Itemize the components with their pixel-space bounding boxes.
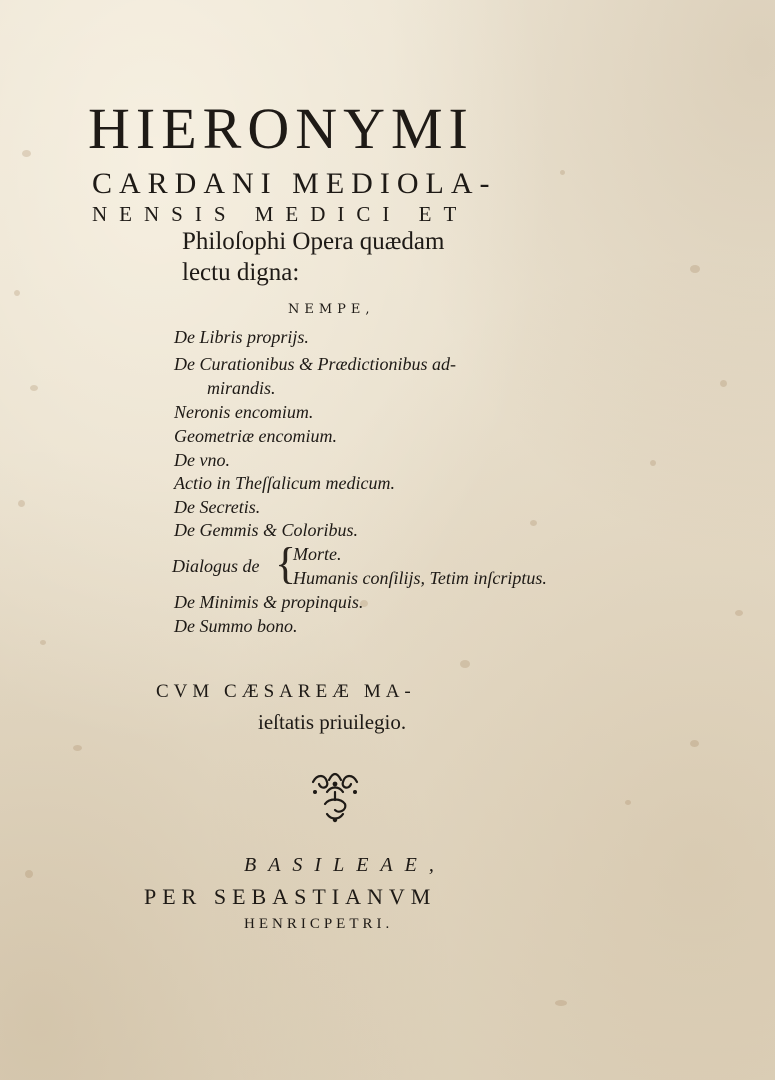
fleuron-ornament-icon [305, 770, 365, 826]
dialogus-subitem: Humanis conſilijs, Tetim inſcriptus. [293, 568, 547, 588]
title-author: HIERONYMI [88, 96, 474, 161]
foxing-spot [690, 740, 699, 747]
foxing-spot [14, 290, 20, 296]
foxing-spot [735, 610, 743, 616]
contents-item: De Summo bono. [174, 616, 298, 636]
foxing-spot [625, 800, 631, 805]
foxing-spot [18, 500, 25, 507]
title-line-5: lectu digna: [182, 259, 300, 286]
title-line-4: Philoſophi Opera quædam [182, 228, 445, 255]
dialogus-brace: { [275, 539, 297, 588]
dialogus-label: Dialogus de [172, 556, 260, 576]
foxing-spot [690, 265, 700, 273]
imprint-printer-name: HENRICPETRI. [244, 916, 394, 932]
contents-item: Actio in Theſſalicum medicum. [174, 473, 395, 493]
foxing-spot [560, 170, 565, 175]
contents-heading: NEMPE, [288, 302, 375, 317]
contents-item: De vno. [174, 450, 230, 470]
imprint-city: BASILEAE, [244, 854, 446, 876]
foxing-spot [73, 745, 82, 751]
title-line-3: NENSIS MEDICI ET [92, 202, 469, 226]
foxing-spot [25, 870, 33, 878]
contents-item: De Libris proprijs. [174, 327, 309, 347]
contents-item: Geometriæ encomium. [174, 426, 337, 446]
foxing-spot [30, 385, 38, 391]
title-line-2: CARDANI MEDIOLA- [92, 167, 497, 200]
foxing-spot [720, 380, 727, 387]
foxing-spot [650, 460, 656, 466]
foxing-spot [22, 150, 31, 157]
imprint-printer: PER SEBASTIANVM [144, 884, 437, 909]
dialogus-subitem: Morte. [293, 544, 342, 564]
privilege-line-2: ieſtatis priuilegio. [258, 710, 407, 734]
foxing-spot [460, 660, 470, 668]
privilege-line-1: CVM CÆSAREÆ MA- [156, 681, 416, 702]
foxing-spot [530, 520, 537, 526]
contents-item: De Secretis. [174, 497, 261, 517]
contents-item: Neronis encomium. [174, 402, 314, 422]
contents-item-continuation: mirandis. [207, 378, 276, 398]
foxing-spot [555, 1000, 567, 1006]
contents-item: De Curationibus & Prædictionibus ad- [174, 354, 457, 374]
contents-item: De Gemmis & Coloribus. [174, 520, 358, 540]
contents-item: De Minimis & propinquis. [174, 592, 364, 612]
foxing-spot [40, 640, 46, 645]
